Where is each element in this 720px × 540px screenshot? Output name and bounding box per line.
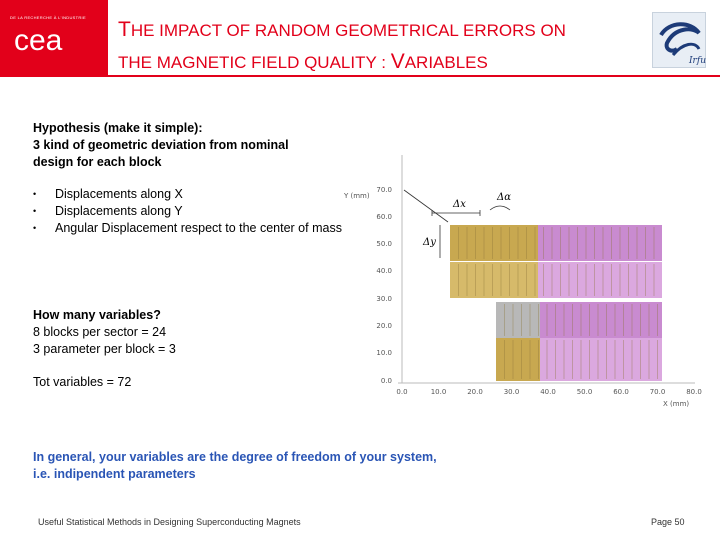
irfu-label: Irfu xyxy=(689,56,706,66)
hypothesis-text: Hypothesis (make it simple): 3 kind of geometric deviation from nominal design for each block xyxy=(33,121,289,169)
y-tick-label: 60.0 xyxy=(376,213,392,221)
x-tick-label: 70.0 xyxy=(649,388,666,396)
x-tick-label: 0.0 xyxy=(396,388,408,396)
x-tick-label: 20.0 xyxy=(467,388,483,396)
slide-header xyxy=(0,0,720,75)
purple-block-upper xyxy=(538,225,662,261)
gold-block-middle xyxy=(450,262,538,298)
x-tick-labels xyxy=(396,388,701,396)
x-tick-label: 40.0 xyxy=(540,388,556,396)
x-tick-label: 10.0 xyxy=(430,388,447,396)
irfu-logo xyxy=(652,12,706,68)
grey-block-lower-upper xyxy=(496,302,540,338)
x-tick-label: 80.0 xyxy=(686,388,702,396)
y-tick-label: 10.0 xyxy=(376,349,392,357)
x-tick-label: 50.0 xyxy=(576,388,593,396)
x-tick-label: 60.0 xyxy=(613,388,629,396)
dalpha-label: Δα xyxy=(497,192,511,203)
cea-brand-bar xyxy=(0,0,108,75)
y-tick-label: 20.0 xyxy=(376,322,392,330)
dy-label: Δy xyxy=(423,237,436,248)
variable-count-text: How many variables? 8 blocks per sector = 24 3 parameter per block = 3 xyxy=(33,308,176,356)
gold-block-upper xyxy=(450,225,538,261)
y-tick-label: 0.0 xyxy=(380,377,392,385)
total-variables: Tot variables = 72 xyxy=(33,375,132,389)
coil-blocks xyxy=(450,225,662,381)
bullet-item: • Angular Displacement respect to the center of mass xyxy=(33,220,343,237)
y-tick-label: 40.0 xyxy=(376,267,392,275)
purple-block-lower-upper xyxy=(540,302,662,338)
cea-logo xyxy=(14,26,94,56)
y-tick-label: 50.0 xyxy=(376,240,392,248)
y-axis-label: Y (mm) xyxy=(344,192,370,200)
purple-block-middle xyxy=(538,262,662,298)
dx-label: Δx xyxy=(453,199,466,210)
purple-block-lower xyxy=(540,338,662,381)
y-tick-labels xyxy=(376,186,392,385)
header-divider xyxy=(0,75,720,77)
footer-title: Useful Statistical Methods in Designing Superconducting Magnets xyxy=(38,517,301,527)
y-tick-label: 30.0 xyxy=(376,295,392,303)
cea-logo-text: cea xyxy=(14,24,63,57)
page-number: Page 50 xyxy=(651,517,685,527)
x-axis-label: X (mm) xyxy=(663,400,690,408)
slide-title: THE IMPACT OF RANDOM GEOMETRICAL ERRORS ON THE MAGNETIC FIELD QUALITY : VARIABLES xyxy=(118,18,566,73)
coil-block-figure xyxy=(340,150,700,410)
gold-block-lower xyxy=(496,338,540,381)
y-tick-label: 70.0 xyxy=(376,186,392,194)
bullet-item: • Displacements along X xyxy=(33,186,343,203)
x-tick-label: 30.0 xyxy=(503,388,520,396)
deviation-bullet-list xyxy=(33,186,343,237)
bullet-item: • Displacements along Y xyxy=(33,203,343,220)
conclusion-text: In general, your variables are the degree of freedom of your system, i.e. indipendent parameters xyxy=(33,450,437,481)
cea-tagline: DE LA RECHERCHE À L'INDUSTRIE xyxy=(10,15,86,20)
